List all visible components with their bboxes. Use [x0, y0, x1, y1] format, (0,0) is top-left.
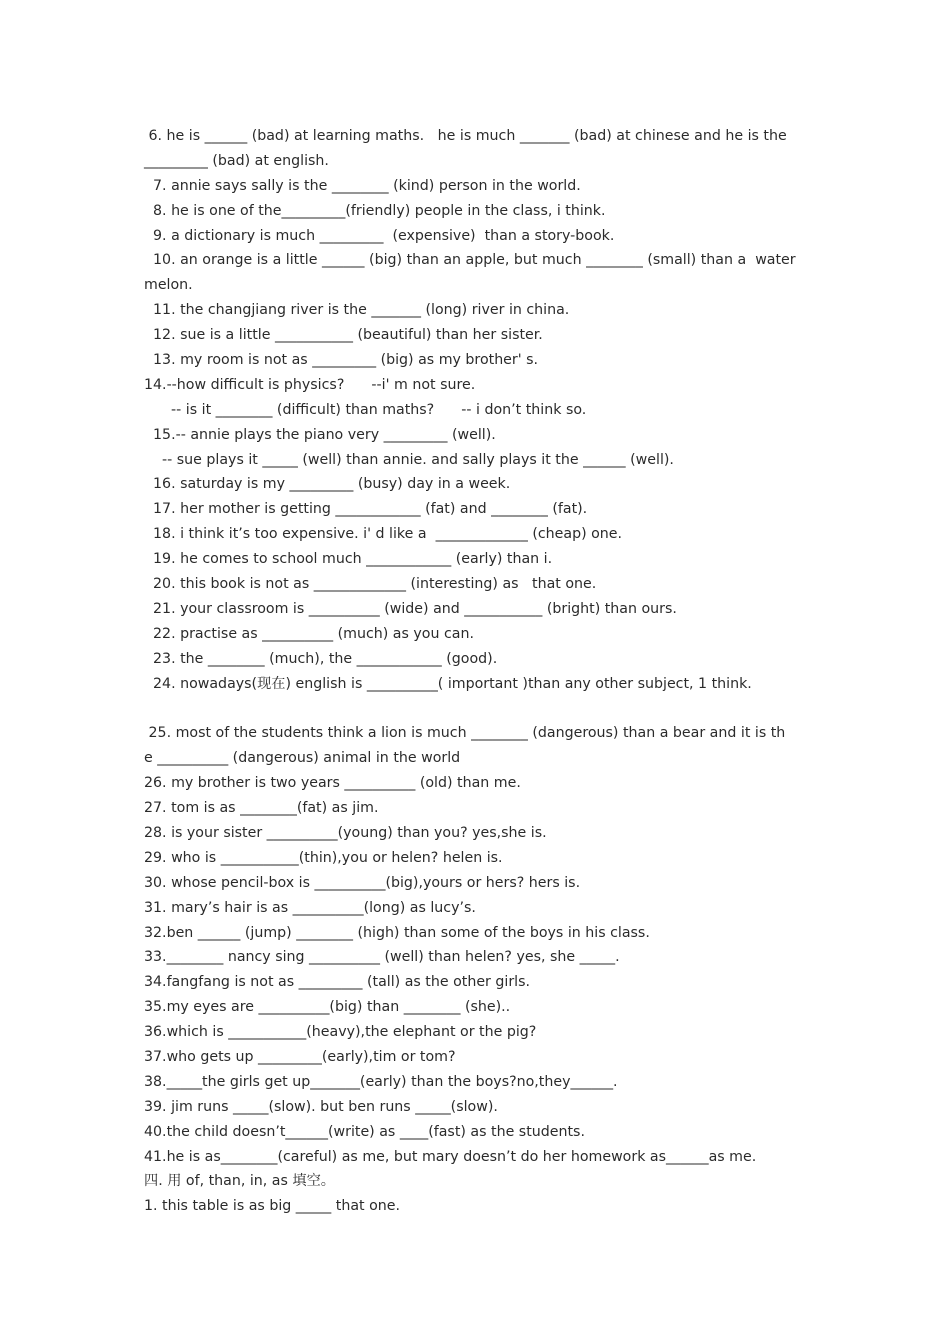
exercise-line: 9. a dictionary is much _________ (expensive) than a story-book.: [144, 227, 615, 244]
exercise-line: 26. my brother is two years __________ (old) than me.: [144, 775, 521, 792]
exercise-line: 40.the child doesn’t______(write) as ____(fast) as the students.: [144, 1123, 585, 1140]
exercise-line: 38._____the girls get up_______(early) than the boys?no,they______.: [144, 1073, 618, 1090]
exercise-line: 30. whose pencil-box is __________(big),yours or hers? hers is.: [144, 874, 581, 891]
exercise-line: 20. this book is not as _____________ (interesting) as that one.: [144, 576, 597, 593]
exercise-line: 41.he is as________(careful) as me, but mary doesn’t do her homework as______as me.: [144, 1148, 757, 1165]
exercise-line: 21. your classroom is __________ (wide) and ___________ (bright) than ours.: [144, 600, 677, 617]
exercise-line: 18. i think it’s too expensive. i' d like a _____________ (cheap) one.: [144, 526, 623, 543]
exercise-line: e __________ (dangerous) animal in the world: [144, 750, 461, 767]
blank-spacer: [144, 696, 814, 721]
exercise-line: 17. her mother is getting ____________ (fat) and ________ (fat).: [144, 501, 588, 518]
exercise-line: 29. who is ___________(thin),you or helen? helen is.: [144, 849, 503, 866]
exercise-line: 25. most of the students think a lion is much ________ (dangerous) than a bear and it is th: [144, 725, 786, 742]
exercise-line: 34.fangfang is not as _________ (tall) as the other girls.: [144, 974, 531, 991]
exercise-line: 8. he is one of the_________(friendly) people in the class, i think.: [144, 202, 606, 219]
exercise-line: 31. mary’s hair is as __________(long) as lucy’s.: [144, 899, 476, 916]
exercise-line: 27. tom is as ________(fat) as jim.: [144, 800, 379, 817]
exercise-line: 24. nowadays(现在) english is __________( important )than any other subject, 1 think.: [144, 675, 752, 692]
exercise-line: 23. the ________ (much), the ____________ (good).: [144, 650, 498, 667]
exercise-line: 28. is your sister __________(young) than you? yes,she is.: [144, 824, 547, 841]
exercise-line: 6. he is ______ (bad) at learning maths. he is much _______ (bad) at chinese and he is the: [144, 128, 787, 144]
exercise-line: -- is it ________ (difficult) than maths? -- i don’t think so.: [144, 401, 587, 418]
exercise-line: _________ (bad) at english.: [144, 152, 329, 169]
exercise-line: 14.--how difficult is physics? --i' m not sure.: [144, 376, 476, 393]
exercise-line: 37.who gets up _________(early),tim or tom?: [144, 1048, 456, 1065]
section-heading: 四. 用 of, than, in, as 填空。: [144, 1173, 335, 1190]
exercise-line: 19. he comes to school much ____________ (early) than i.: [144, 551, 553, 568]
exercise-line: 32.ben ______ (jump) ________ (high) than some of the boys in his class.: [144, 924, 650, 941]
exercise-line: melon.: [144, 277, 193, 294]
exercise-line: 12. sue is a little ___________ (beautiful) than her sister.: [144, 327, 543, 344]
exercise-content: [144, 124, 814, 1219]
exercise-line: 10. an orange is a little ______ (big) than an apple, but much ________ (small) than a water: [144, 252, 796, 269]
exercise-line: 35.my eyes are __________(big) than ________ (she)..: [144, 999, 511, 1016]
exercise-line: 11. the changjiang river is the _______ (long) river in china.: [144, 302, 570, 319]
exercise-line: 16. saturday is my _________ (busy) day in a week.: [144, 476, 511, 493]
exercise-line: 39. jim runs _____(slow). but ben runs _____(slow).: [144, 1098, 498, 1115]
exercise-line: 7. annie says sally is the ________ (kind) person in the world.: [144, 177, 581, 194]
exercise-line: 13. my room is not as _________ (big) as my brother' s.: [144, 352, 539, 369]
exercise-line: 1. this table is as big _____ that one.: [144, 1198, 400, 1215]
exercise-line: 22. practise as __________ (much) as you can.: [144, 625, 474, 642]
exercise-line: 15.-- annie plays the piano very _________ (well).: [144, 426, 496, 443]
exercise-line: 33.________ nancy sing __________ (well) than helen? yes, she _____.: [144, 949, 620, 966]
exercise-line: -- sue plays it _____ (well) than annie. and sally plays it the ______ (well).: [144, 451, 674, 468]
exercise-line: 36.which is ___________(heavy),the elephant or the pig?: [144, 1024, 537, 1041]
